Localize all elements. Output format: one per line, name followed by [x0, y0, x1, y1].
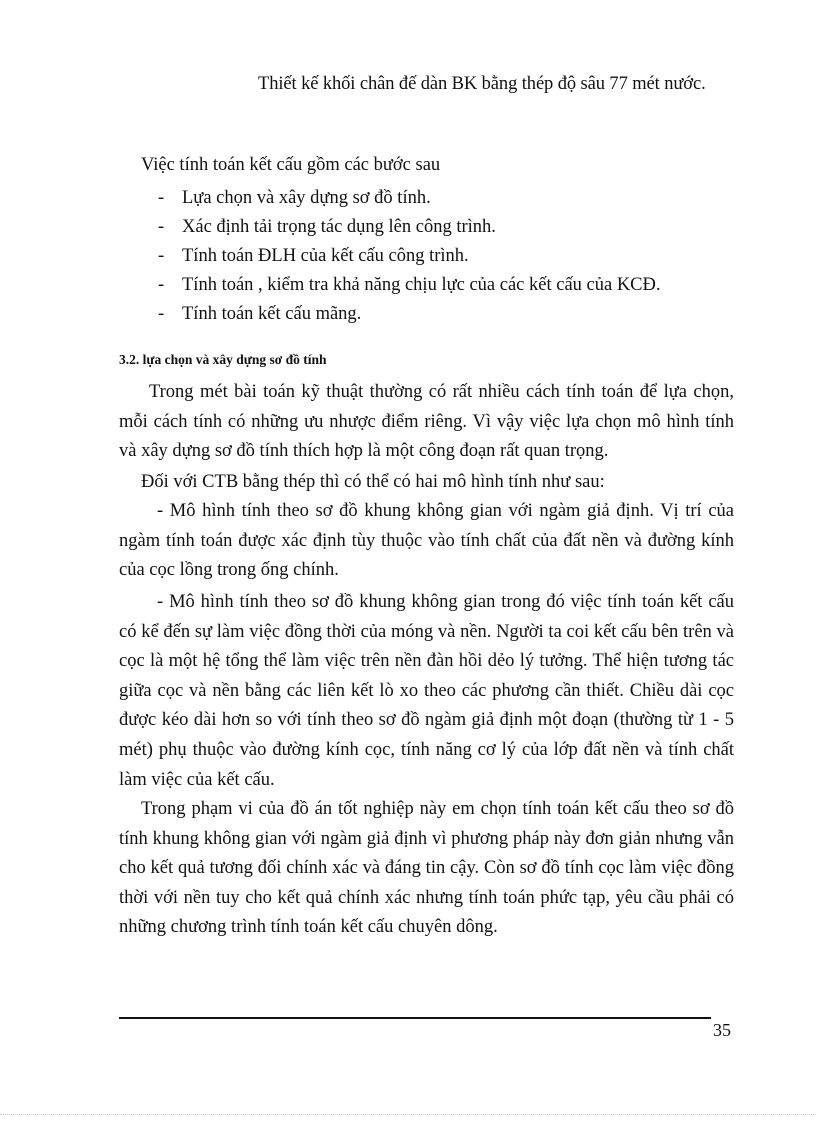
list-dash: - [158, 188, 165, 208]
paragraph-model-one: - Mô hình tính theo sơ đồ khung không gian với ngàm giả định. Vị trí của ngàm tính toán được xác định tùy thuộc vào tính chất của đất nền và đường kính của cọc lồng trong ống chính. [119, 501, 734, 581]
paragraph-conclusion: Trong phạm vi của đồ án tốt nghiệp này em chọn tính toán kết cấu theo sơ đồ tính khung không gian với ngàm giả định vì phương pháp này đơn giản nhưng vẫn cho kết quả tương đối chính xác và đáng tin cậy. Còn sơ đồ tính cọc làm việc đồng thời với nền tuy cho kết quả chính xác nhưng tính toán phức tạp, yêu cầu phải có những chương trình tính toán kết cấu chuyên dông. [119, 799, 734, 938]
list-dash: - [158, 246, 165, 266]
list-dash: - [158, 275, 165, 295]
list-item-text: Tính toán kết cấu mãng. [182, 304, 362, 324]
steps-intro: Việc tính toán kết cấu gồm các bước sau [141, 155, 441, 175]
page-header-title: Thiết kế khối chân đế dàn BK bằng thép độ sâu 77 mét nước. [258, 74, 706, 94]
list-item [158, 271, 661, 300]
page-number: 35 [713, 1020, 731, 1040]
steps-list [158, 184, 661, 329]
list-item-text: Lựa chọn và xây dựng sơ đồ tính. [182, 188, 431, 208]
list-item [158, 213, 661, 242]
list-item-text: Xác định tải trọng tác dụng lên công trình. [182, 217, 496, 237]
list-item-text: Tính toán ĐLH của kết cấu công trình. [182, 246, 469, 266]
paragraph-intro: Trong mét bài toán kỹ thuật thường có rất nhiều cách tính toán để lựa chọn, mỗi cách tính có những ưu nhược điểm riêng. Vì vậy việc lựa chọn mô hình tính và xây dựng sơ đồ tính thích hợp là một công đoạn rất quan trọng. [119, 382, 734, 462]
list-item [158, 184, 661, 213]
page-bottom-dotted-line [0, 1114, 816, 1115]
list-dash: - [158, 304, 165, 324]
footer-rule [119, 1017, 711, 1019]
paragraph-models-intro: Đối với CTB bằng thép thì có thể có hai mô hình tính như sau: [141, 472, 605, 492]
paragraph-model-two: - Mô hình tính theo sơ đồ khung không gian trong đó việc tính toán kết cấu có kể đến sự làm việc đồng thời của móng và nền. Người ta coi kết cấu bên trên và cọc là một hệ tổng thể làm việc trên nền đàn hồi dẻo lý tưởng. Thể hiện tương tác giữa cọc và nền bằng các liên kết lò xo theo các phương cần thiết. Chiều dài cọc được kéo dài hơn so với tính theo sơ đồ ngàm giả định một đoạn (thường từ 1 - 5 mét) phụ thuộc vào đường kính cọc, tính năng cơ lý của lớp đất nền và tính chất làm việc của kết cấu. [119, 592, 734, 790]
section-heading: 3.2. lựa chọn và xây dựng sơ đồ tính [119, 352, 327, 367]
list-item [158, 300, 661, 329]
list-item [158, 242, 661, 271]
list-dash: - [158, 217, 165, 237]
list-item-text: Tính toán , kiểm tra khả năng chịu lực của các kết cấu của KCĐ. [182, 275, 661, 295]
